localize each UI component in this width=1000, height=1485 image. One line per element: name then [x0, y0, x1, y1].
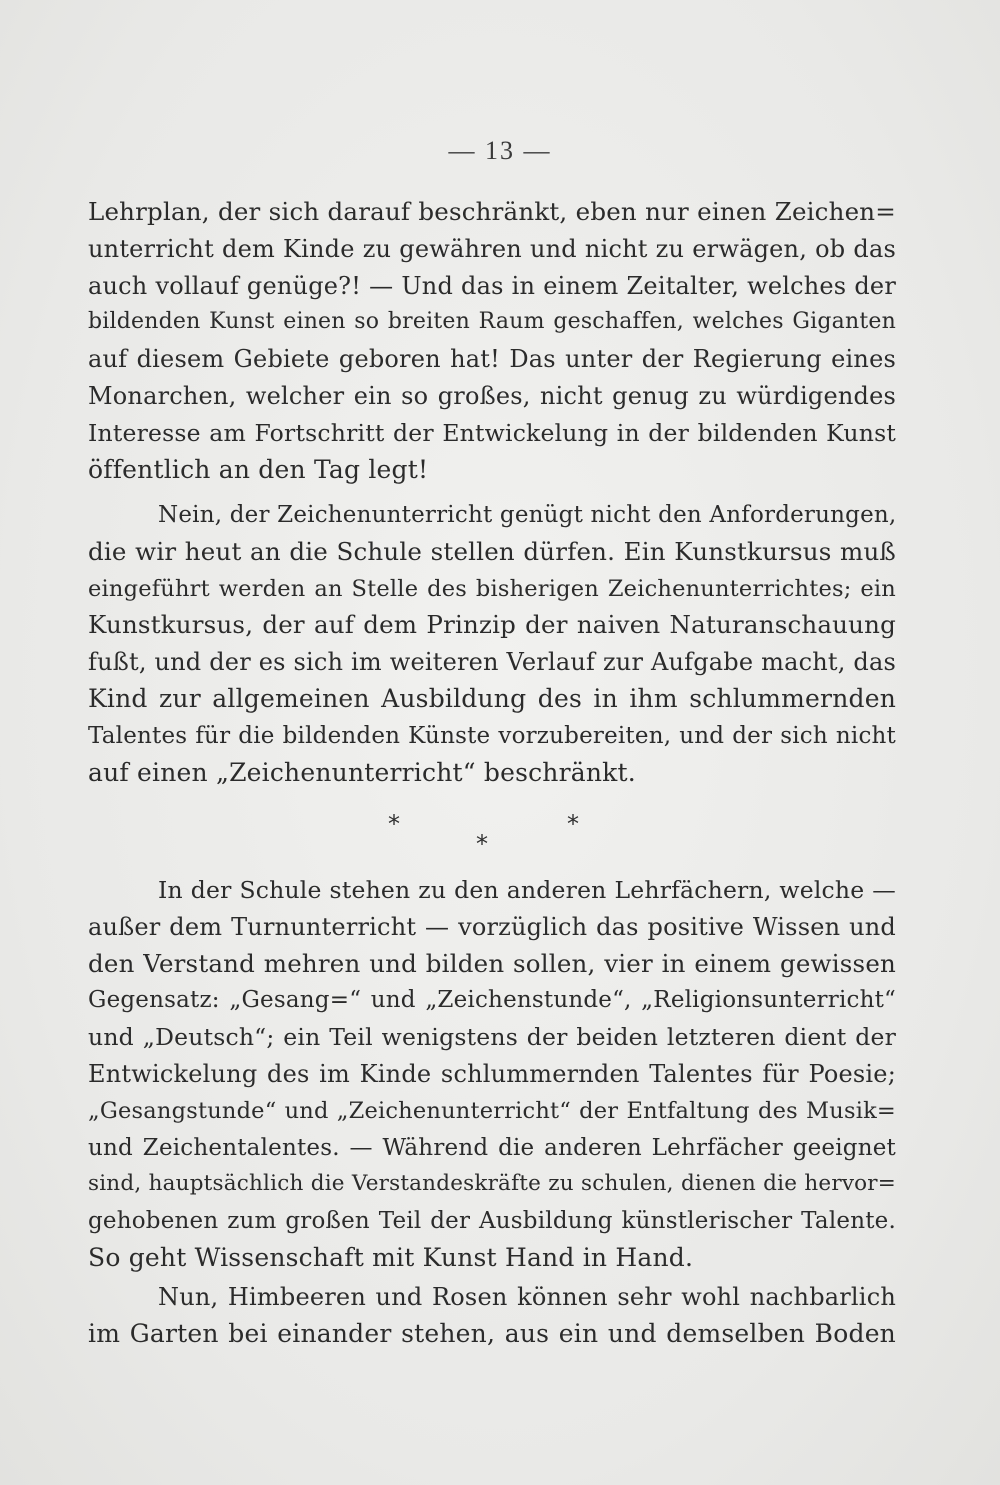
- text-line: Gegensatz: „Gesang=“ und „Zeichenstunde“, „Religionsunterricht“: [88, 987, 896, 1014]
- text-line: Interesse am Fortschritt der Entwickelung in der bildenden Kunst: [88, 418, 896, 447]
- text-line: Entwickelung des im Kinde schlummernden Talentes für Poesie;: [88, 1059, 896, 1088]
- text-line: fußt, und der es sich im weiteren Verlauf zur Aufgabe macht, das: [88, 648, 896, 677]
- text-line: auf diesem Gebiete geboren hat! Das unter der Regierung eines: [88, 345, 896, 374]
- paragraph-1: [88, 194, 896, 488]
- text-line: Lehrplan, der sich darauf beschränkt, eben nur einen Zeichen=: [88, 197, 896, 226]
- text-line: Talentes für die bildenden Künste vorzubereiten, und der sich nicht: [88, 722, 896, 749]
- text-line: So geht Wissenschaft mit Kunst Hand in Hand.: [88, 1242, 694, 1272]
- text-line: öffentlich an den Tag legt!: [88, 454, 429, 484]
- text-line: im Garten bei einander stehen, aus ein und demselben Boden: [88, 1318, 896, 1348]
- paragraph-3: [88, 872, 896, 1277]
- text-line: und „Deutsch“; ein Teil wenigstens der beiden letzteren dient der: [88, 1023, 896, 1052]
- text-line: sind, hauptsächlich die Verstandeskräfte zu schulen, dienen die hervor=: [88, 1171, 896, 1197]
- page-number: — 13 —: [448, 136, 552, 165]
- text-line: bildenden Kunst einen so breiten Raum geschaffen, welches Giganten: [88, 309, 896, 335]
- asterisk-center: *: [476, 830, 488, 858]
- text-line: außer dem Turnunterricht — vorzüglich das positive Wissen und: [88, 912, 896, 941]
- asterisk-right: *: [567, 810, 579, 838]
- text-line: „Gesangstunde“ und „Zeichenunterricht“ der Entfaltung des Musik=: [88, 1097, 896, 1124]
- paragraph-2: [88, 497, 896, 791]
- text-line: auch vollauf genüge?! — Und das in einem Zeitalter, welches der: [88, 271, 896, 300]
- text-line: Kunstkursus, der auf dem Prinzip der naiven Naturanschauung: [88, 610, 896, 640]
- paragraph-4: [88, 1279, 896, 1353]
- text-line: Nun, Himbeeren und Rosen können sehr wohl nachbarlich: [158, 1283, 896, 1311]
- text-line: In der Schule stehen zu den anderen Lehrfächern, welche —: [158, 876, 896, 904]
- text-line: auf einen „Zeichenunterricht“ beschränkt.: [88, 757, 636, 787]
- text-line: Monarchen, welcher ein so großes, nicht genug zu würdigendes: [88, 381, 896, 410]
- asterisk-left: *: [388, 810, 400, 838]
- text-line: die wir heut an die Schule stellen dürfen. Ein Kunstkursus muß: [88, 536, 896, 566]
- section-separator: [0, 810, 1000, 870]
- text-line: Kind zur allgemeinen Ausbildung des in ihm schlummernden: [88, 683, 896, 713]
- text-line: gehobenen zum großen Teil der Ausbildung künstlerischer Talente.: [88, 1208, 896, 1235]
- text-line: den Verstand mehren und bilden sollen, vier in einem gewissen: [88, 948, 896, 978]
- text-line: Nein, der Zeichenunterricht genügt nicht den Anforderungen,: [158, 502, 897, 528]
- text-line: unterricht dem Kinde zu gewähren und nicht zu erwägen, ob das: [88, 234, 896, 263]
- text-line: und Zeichentalentes. — Während die anderen Lehrfächer geeignet: [88, 1134, 896, 1161]
- text-line: eingeführt werden an Stelle des bisherigen Zeichenunterrichtes; ein: [88, 575, 896, 602]
